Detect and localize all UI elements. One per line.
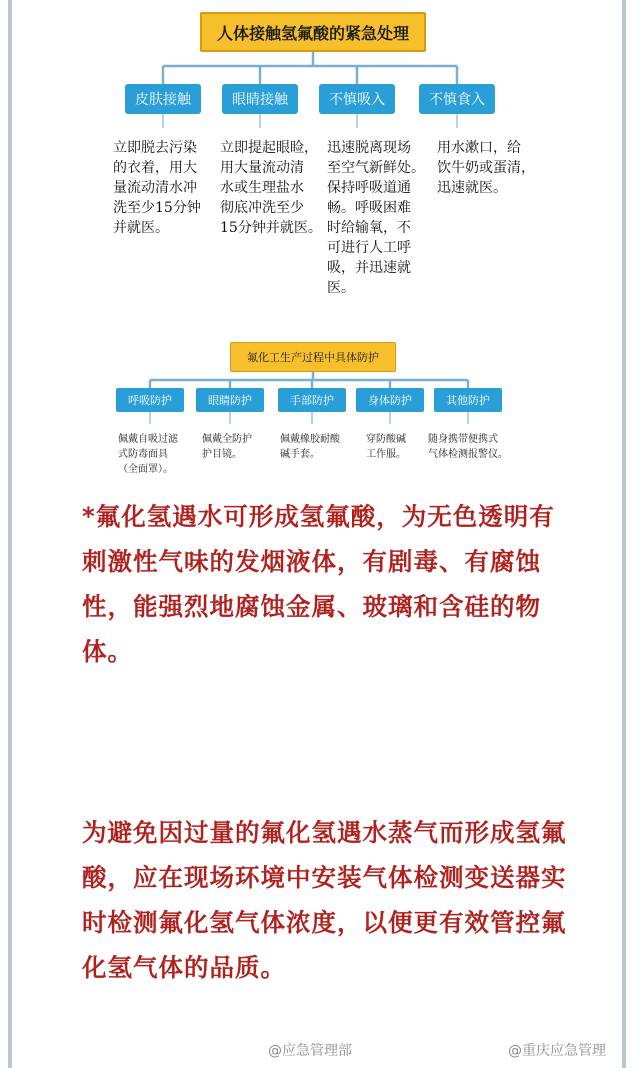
d1-desc-inhale: 迅速脱离现场 至空气新鲜处。 保持呼吸道通 畅。呼吸困难 时给输氧，不 可进行人工呼 吸，并迅速就 医。 bbox=[327, 140, 425, 296]
d2-desc-other: 随身携带便携式 气体检测报警仪。 bbox=[428, 434, 508, 460]
watermark-right: @重庆应急管理 bbox=[508, 1043, 606, 1059]
d2-desc-body: 穿防酸碱 工作服。 bbox=[366, 434, 406, 460]
watermark-left: @应急管理部 bbox=[268, 1043, 352, 1059]
d1-desc-ingest: 用水漱口，给 饮牛奶或蛋清， 迅速就医。 bbox=[437, 140, 535, 196]
diagram1-title: 人体接触氢氟酸的紧急处理 bbox=[200, 12, 426, 52]
d1-node-ingest: 不慎食入 bbox=[419, 84, 495, 114]
d2-node-hand: 手部防护 bbox=[278, 388, 346, 412]
paragraph-detection-advice: 为避免因过量的氟化氢遇水蒸气而形成氢氟酸，应在现场环境中安装气体检测变送器实时检测氟化氢气体浓度，以便更有效管控氟化氢气体的品质。 bbox=[82, 818, 567, 982]
diagram2-title: 氟化工生产过程中具体防护 bbox=[230, 342, 396, 372]
d1-node-inhale: 不慎吸入 bbox=[319, 84, 395, 114]
d2-node-other: 其他防护 bbox=[434, 388, 502, 412]
d2-node-eye: 眼睛防护 bbox=[196, 388, 264, 412]
d1-node-skin: 皮肤接触 bbox=[125, 84, 201, 114]
paragraph-hf-description: *氟化氢遇水可形成氢氟酸，为无色透明有刺激性气味的发烟液体，有剧毒、有腐蚀性，能强烈地腐蚀金属、玻璃和含硅的物体。 bbox=[82, 502, 555, 666]
d2-node-body: 身体防护 bbox=[356, 388, 424, 412]
d1-desc-eye: 立即提起眼睑， 用大量流动清 水或生理盐水 彻底冲洗至少 15分钟并就医。 bbox=[220, 140, 322, 236]
d2-desc-eye: 佩戴全防护 护目镜。 bbox=[202, 434, 252, 460]
d2-node-respiratory: 呼吸防护 bbox=[116, 388, 184, 412]
d2-desc-hand: 佩戴橡胶耐酸 碱手套。 bbox=[280, 434, 340, 460]
d2-desc-respiratory: 佩戴自吸过滤 式防毒面具 （全面罩）。 bbox=[118, 434, 178, 475]
d1-desc-skin: 立即脱去污染 的衣着，用大 量流动清水冲 洗至少15分钟 并就医。 bbox=[113, 140, 201, 236]
d1-node-eye: 眼睛接触 bbox=[222, 84, 298, 114]
